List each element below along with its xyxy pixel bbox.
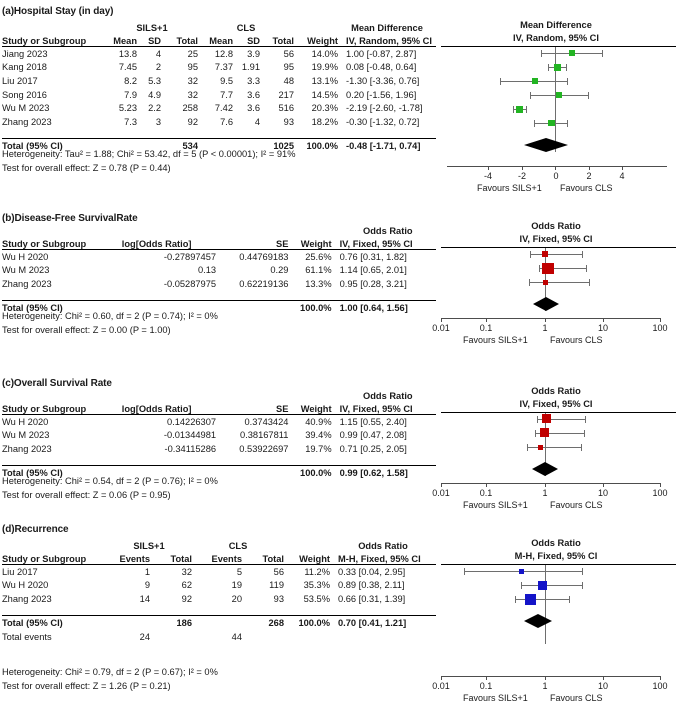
col-sd2: SD	[233, 33, 260, 47]
axis-tick	[622, 166, 623, 170]
cell-weight: 13.3%	[305, 278, 332, 289]
ci-cap-left	[534, 120, 535, 127]
panel-a-heterogeneity: Heterogeneity: Tau² = 1.88; Chi² = 53.42, df = 5 (P < 0.00001); I² = 91%	[2, 149, 296, 159]
cell-se: 0.38167811	[239, 430, 289, 441]
axis-tick-label: 1	[542, 323, 548, 333]
ci-cap-left	[535, 430, 536, 437]
col-weight: Weight	[284, 551, 330, 565]
cell-weight: 61.1%	[305, 265, 332, 276]
plot-subtitle: IV, Fixed, 95% CI	[519, 234, 593, 244]
panel-d-recurrence	[0, 524, 676, 703]
ci-cap-right	[567, 120, 568, 127]
axis-tick-label: 100	[652, 323, 668, 333]
cell-sd1: 5.3	[148, 75, 161, 86]
cell-weight: 11.2%	[304, 566, 330, 577]
ci-line	[521, 585, 583, 586]
ci-cap-left	[464, 568, 465, 575]
axis-tick-label: 100	[652, 681, 668, 691]
cell-effect: 0.71 [0.25, 2.05]	[339, 443, 407, 454]
cell-weight: 13.1%	[311, 75, 338, 86]
col-study: Study or Subgroup	[2, 236, 118, 250]
axis-tick	[603, 483, 604, 487]
cell-sd1: 2	[155, 62, 161, 73]
axis-tick	[545, 483, 546, 487]
cell-mean2: 7.37	[214, 62, 233, 73]
cell-mean2: 12.8	[214, 48, 233, 59]
total-weight: 100.0%	[284, 615, 330, 630]
plot-subtitle: IV, Fixed, 95% CI	[519, 399, 593, 409]
study-name: Wu H 2020	[2, 580, 49, 591]
study-name: Jiang 2023	[2, 48, 48, 59]
axis-tick	[555, 166, 556, 170]
axis-tick	[441, 318, 442, 322]
cell-sd2: 1.91	[241, 62, 260, 73]
col-weight: Weight	[294, 33, 338, 47]
total-effect: 0.99 [0.62, 1.58]	[332, 465, 436, 480]
axis-tick-label: -2	[517, 171, 526, 181]
ci-cap-left	[541, 50, 542, 57]
ci-line	[527, 447, 582, 448]
cell-total1: 92	[181, 593, 192, 604]
axis-tick-label: 0	[553, 171, 559, 181]
plot-title: Odds Ratio	[531, 386, 581, 396]
favours-right-label: Favours CLS	[550, 693, 603, 703]
favours-right-label: Favours CLS	[550, 500, 603, 510]
cell-weight: 25.6%	[305, 251, 332, 262]
ci-cap-right	[569, 596, 570, 603]
ci-cap-left	[515, 596, 516, 603]
study-name: Wu M 2023	[2, 265, 50, 276]
cell-logor: 0.14226307	[166, 416, 217, 427]
cell-mean1: 7.3	[124, 116, 137, 127]
study-name: Zhang 2023	[2, 116, 52, 127]
ci-cap-right	[582, 251, 583, 258]
axis-tick	[488, 166, 489, 170]
x-axis	[441, 676, 661, 677]
total-cls: 1025	[260, 138, 294, 153]
total-label: Total (95% CI)	[2, 138, 106, 153]
cell-weight: 39.4%	[305, 430, 332, 441]
ci-line	[529, 282, 590, 283]
axis-tick	[660, 318, 661, 322]
axis-tick-label: 0.01	[432, 323, 450, 333]
cell-sd2: 3.9	[247, 48, 260, 59]
group-header-cls: CLS	[228, 541, 248, 551]
cell-se: 0.53922697	[239, 443, 289, 454]
cell-effect: 0.08 [-0.48, 0.64]	[346, 62, 417, 73]
col-study: Study or Subgroup	[2, 33, 106, 47]
panel-b-title: (b)Disease-Free SurvivalRate	[2, 213, 138, 224]
cell-logor: -0.34115286	[164, 443, 217, 454]
group-header-cls: CLS	[236, 23, 256, 33]
cell-total1: 32	[187, 75, 198, 86]
cell-effect: -1.30 [-3.36, 0.76]	[346, 75, 420, 86]
ci-cap-right	[602, 50, 603, 57]
cell-total1: 25	[187, 48, 198, 59]
total-cls: 268	[242, 615, 284, 630]
cell-effect: 0.99 [0.47, 2.08]	[339, 430, 407, 441]
cell-se: 0.29	[270, 265, 289, 276]
total-weight: 100.0%	[288, 300, 331, 315]
axis-tick-label: 100	[652, 488, 668, 498]
cell-events1: 14	[139, 593, 150, 604]
panel-a-hospital-stay	[0, 6, 676, 193]
cell-sd1: 2.2	[148, 103, 161, 114]
panel-a-title: (a)Hospital Stay (in day)	[2, 6, 114, 17]
panel-d-overall-effect: Test for overall effect: Z = 1.26 (P = 0.21)	[2, 681, 171, 691]
ci-cap-right	[526, 106, 527, 113]
ci-line	[464, 571, 583, 572]
cell-total2: 95	[283, 62, 294, 73]
axis-tick	[486, 483, 487, 487]
cell-weight: 14.5%	[311, 89, 338, 100]
panel-d-title: (d)Recurrence	[2, 524, 69, 535]
axis-tick	[660, 676, 661, 680]
ci-line	[530, 254, 583, 255]
axis-tick-label: 0.1	[479, 488, 493, 498]
study-name: Wu M 2023	[2, 103, 50, 114]
cell-weight: 19.9%	[311, 62, 338, 73]
study-marker	[542, 263, 554, 275]
cell-effect: -0.30 [-1.32, 0.72]	[346, 116, 420, 127]
col-total2: Total	[242, 551, 284, 565]
study-marker	[538, 581, 547, 590]
cell-mean1: 13.8	[118, 48, 137, 59]
cell-sd2: 3.3	[247, 75, 260, 86]
cell-weight: 20.3%	[311, 103, 338, 114]
cell-logor: -0.05287975	[163, 278, 217, 289]
axis-tick	[603, 676, 604, 680]
cell-effect: 0.66 [0.31, 1.39]	[338, 593, 406, 604]
total-events-sils: 24	[139, 631, 150, 642]
panel-c-overall-survival	[0, 378, 676, 508]
study-name: Liu 2017	[2, 75, 38, 86]
col-sd1: SD	[137, 33, 161, 47]
cell-total1: 95	[187, 62, 198, 73]
cell-weight: 18.2%	[311, 116, 338, 127]
cell-total1: 258	[182, 103, 198, 114]
plot-header-rule	[441, 412, 676, 413]
col-effect: M-H, Fixed, 95% CI	[330, 551, 436, 565]
panel-d-heterogeneity: Heterogeneity: Chi² = 0.79, df = 2 (P = 0.67); I² = 0%	[2, 667, 218, 677]
ci-cap-right	[588, 92, 589, 99]
ci-cap-left	[513, 106, 514, 113]
col-effect: IV, Fixed, 95% CI	[332, 236, 436, 250]
col-se: SE	[216, 401, 288, 415]
plot-title: Mean Difference	[520, 20, 592, 30]
cell-effect: 0.89 [0.38, 2.11]	[338, 580, 405, 591]
axis-tick	[486, 318, 487, 322]
group-header-sils: SILS+1	[136, 23, 168, 33]
study-name: Song 2016	[2, 89, 47, 100]
study-marker	[569, 50, 575, 56]
axis-tick	[441, 676, 442, 680]
col-study: Study or Subgroup	[2, 551, 106, 565]
total-effect: -0.48 [-1.71, 0.74]	[338, 138, 436, 153]
panel-b-overall-effect: Test for overall effect: Z = 0.00 (P = 1.00)	[2, 325, 171, 335]
cell-effect: 0.33 [0.04, 2.95]	[338, 566, 406, 577]
col-total2: Total	[260, 33, 294, 47]
cell-weight: 40.9%	[305, 416, 332, 427]
favours-left-label: Favours SILS+1	[477, 183, 542, 193]
col-mean2: Mean	[198, 33, 233, 47]
ci-cap-right	[567, 78, 568, 85]
plot-header-rule	[441, 247, 676, 248]
study-marker	[556, 92, 562, 98]
cell-mean2: 7.7	[220, 89, 233, 100]
study-marker	[540, 428, 549, 437]
cell-logor: -0.01344981	[163, 430, 217, 441]
cell-total2: 56	[283, 48, 294, 59]
effect-title: Odds Ratio	[363, 226, 413, 236]
axis-tick-label: 0.1	[479, 681, 493, 691]
ci-cap-left	[521, 582, 522, 589]
study-name: Wu H 2020	[2, 251, 49, 262]
study-marker	[554, 64, 561, 71]
study-marker	[538, 445, 543, 450]
cell-mean1: 7.9	[124, 89, 137, 100]
col-effect: IV, Fixed, 95% CI	[332, 401, 436, 415]
cell-weight: 35.3%	[303, 580, 330, 591]
favours-left-label: Favours SILS+1	[463, 693, 528, 703]
cell-sd2: 3.6	[247, 89, 260, 100]
favours-right-label: Favours CLS	[550, 335, 603, 345]
cell-mean2: 7.6	[220, 116, 233, 127]
x-axis	[441, 483, 661, 484]
ci-cap-right	[584, 430, 585, 437]
col-events1: Events	[106, 551, 150, 565]
ci-cap-left	[500, 78, 501, 85]
axis-tick	[603, 318, 604, 322]
ci-cap-left	[530, 251, 531, 258]
axis-tick	[486, 676, 487, 680]
axis-tick-label: 10	[597, 323, 608, 333]
cell-mean2: 7.42	[214, 103, 233, 114]
panel-b-forest-plot	[0, 213, 676, 343]
effect-title: Odds Ratio	[363, 391, 413, 401]
cell-sd1: 3	[155, 116, 161, 127]
col-se: SE	[216, 236, 288, 250]
study-name: Liu 2017	[2, 566, 38, 577]
cell-logor: 0.13	[197, 265, 217, 276]
axis-tick-label: 0.01	[432, 488, 450, 498]
pooled-diamond	[524, 613, 552, 629]
study-name: Zhang 2023	[2, 278, 52, 289]
plot-subtitle: IV, Random, 95% CI	[513, 33, 599, 43]
pooled-diamond	[533, 296, 559, 312]
cell-events2: 20	[231, 593, 242, 604]
cell-se: 0.62219136	[239, 278, 289, 289]
axis-tick	[545, 676, 546, 680]
cell-mean1: 5.23	[118, 103, 137, 114]
cell-weight: 14.0%	[311, 48, 338, 59]
ci-cap-right	[566, 64, 567, 71]
study-name: Kang 2018	[2, 62, 47, 73]
axis-tick-label: 0.1	[479, 323, 493, 333]
ci-cap-right	[582, 582, 583, 589]
panel-c-forest-plot	[0, 378, 676, 508]
cell-effect: 0.76 [0.31, 1.82]	[339, 251, 407, 262]
study-marker	[542, 414, 551, 423]
total-events-cls: 44	[231, 631, 242, 642]
plot-header-rule	[441, 564, 676, 565]
study-marker	[516, 106, 523, 113]
axis-tick-label: 10	[597, 488, 608, 498]
axis-tick-label: 2	[586, 171, 592, 181]
total-sils: 186	[150, 615, 192, 630]
cell-total1: 32	[181, 566, 192, 577]
ci-cap-right	[582, 568, 583, 575]
total-effect: 1.00 [0.64, 1.56]	[332, 300, 436, 315]
cell-events2: 5	[236, 566, 242, 577]
cell-total1: 62	[181, 580, 192, 591]
total-weight: 100.0%	[288, 465, 331, 480]
axis-tick-label: 0.01	[432, 681, 450, 691]
study-name: Zhang 2023	[2, 443, 52, 454]
col-events2: Events	[192, 551, 242, 565]
ci-cap-left	[539, 265, 540, 272]
cell-events2: 19	[231, 580, 242, 591]
cell-total2: 93	[283, 116, 294, 127]
favours-left-label: Favours SILS+1	[463, 335, 528, 345]
effect-title: Odds Ratio	[358, 541, 408, 551]
pooled-diamond	[524, 137, 568, 153]
col-weight: Weight	[288, 236, 331, 250]
favours-left-label: Favours SILS+1	[463, 500, 528, 510]
cell-effect: 0.20 [-1.56, 1.96]	[346, 89, 417, 100]
cell-logor: -0.27897457	[163, 251, 217, 262]
total-sils: 534	[161, 138, 198, 153]
cell-total2: 516	[278, 103, 294, 114]
axis-tick	[660, 483, 661, 487]
cell-total2: 93	[273, 593, 284, 604]
panel-a-overall-effect: Test for overall effect: Z = 0.78 (P = 0.44)	[2, 163, 171, 173]
axis-tick	[589, 166, 590, 170]
col-mean1: Mean	[106, 33, 137, 47]
col-logor: log[Odds Ratio]	[118, 236, 216, 250]
total-label: Total (95% CI)	[2, 615, 106, 630]
cell-weight: 19.7%	[305, 443, 332, 454]
effect-title: Mean Difference	[351, 23, 423, 33]
cell-total2: 48	[283, 75, 294, 86]
col-effect: IV, Random, 95% CI	[338, 33, 436, 47]
study-marker	[543, 280, 548, 285]
study-marker	[542, 251, 548, 257]
cell-total1: 92	[187, 116, 198, 127]
cell-se: 0.44769183	[239, 251, 289, 262]
total-effect: 0.70 [0.41, 1.21]	[330, 615, 436, 630]
axis-tick-label: 1	[542, 681, 548, 691]
total-label: Total (95% CI)	[2, 300, 118, 315]
panel-c-heterogeneity: Heterogeneity: Chi² = 0.54, df = 2 (P = 0.76); I² = 0%	[2, 476, 218, 486]
plot-title: Odds Ratio	[531, 221, 581, 231]
total-weight: 100.0%	[294, 138, 338, 153]
col-weight: Weight	[288, 401, 331, 415]
axis-tick-label: 1	[542, 488, 548, 498]
total-events-label: Total events	[2, 631, 52, 642]
study-name: Wu H 2020	[2, 416, 49, 427]
cell-mean2: 9.5	[220, 75, 233, 86]
axis-tick	[545, 318, 546, 322]
axis-tick-label: 4	[619, 171, 625, 181]
cell-mean1: 8.2	[124, 75, 137, 86]
axis-tick-label: -4	[483, 171, 492, 181]
axis-tick	[441, 483, 442, 487]
cell-effect: 1.14 [0.65, 2.01]	[339, 265, 407, 276]
panel-a-forest-plot	[0, 6, 676, 193]
cell-total1: 32	[187, 89, 198, 100]
group-header-sils: SILS+1	[133, 541, 165, 551]
ci-line	[515, 599, 570, 600]
ci-cap-right	[589, 279, 590, 286]
study-marker	[548, 120, 555, 127]
cell-effect: 1.15 [0.55, 2.40]	[339, 416, 407, 427]
cell-weight: 53.5%	[303, 593, 330, 604]
cell-effect: 0.95 [0.28, 3.21]	[339, 278, 407, 289]
ci-cap-right	[581, 444, 582, 451]
panel-c-overall-effect: Test for overall effect: Z = 0.06 (P = 0.95)	[2, 490, 171, 500]
pooled-diamond	[532, 461, 558, 477]
plot-title: Odds Ratio	[531, 538, 581, 548]
axis-tick-label: 10	[597, 681, 608, 691]
cell-mean1: 7.45	[118, 62, 137, 73]
cell-total2: 56	[273, 566, 284, 577]
ci-cap-left	[548, 64, 549, 71]
col-total1: Total	[161, 33, 198, 47]
x-axis	[447, 166, 667, 167]
null-effect-line	[545, 565, 546, 644]
plot-subtitle: M-H, Fixed, 95% CI	[514, 551, 598, 561]
total-label: Total (95% CI)	[2, 465, 118, 480]
study-marker	[525, 594, 536, 605]
ci-cap-left	[537, 416, 538, 423]
study-marker	[519, 569, 524, 574]
ci-cap-left	[530, 92, 531, 99]
panel-b-heterogeneity: Heterogeneity: Chi² = 0.60, df = 2 (P = 0.74); I² = 0%	[2, 311, 218, 321]
x-axis	[441, 318, 661, 319]
ci-cap-right	[585, 416, 586, 423]
plot-header-rule	[441, 46, 676, 47]
cell-sd1: 4	[155, 48, 161, 59]
cell-effect: 1.00 [-0.87, 2.87]	[346, 48, 417, 59]
favours-right-label: Favours CLS	[560, 183, 613, 193]
col-logor: log[Odds Ratio]	[118, 401, 216, 415]
ci-cap-right	[586, 265, 587, 272]
cell-sd2: 3.6	[247, 103, 260, 114]
col-total1: Total	[150, 551, 192, 565]
cell-events1: 1	[144, 566, 150, 577]
cell-total2: 217	[278, 89, 294, 100]
axis-tick	[522, 166, 523, 170]
study-marker	[532, 78, 538, 84]
ci-cap-left	[527, 444, 528, 451]
study-name: Wu M 2023	[2, 430, 50, 441]
cell-effect: -2.19 [-2.60, -1.78]	[346, 103, 423, 114]
cell-sd1: 4.9	[148, 89, 161, 100]
cell-se: 0.3743424	[244, 416, 289, 427]
col-study: Study or Subgroup	[2, 401, 118, 415]
panel-b-disease-free-survival	[0, 213, 676, 343]
cell-sd2: 4	[254, 116, 260, 127]
cell-total2: 119	[269, 580, 284, 591]
ci-cap-left	[529, 279, 530, 286]
study-name: Zhang 2023	[2, 593, 52, 604]
cell-events1: 9	[144, 580, 150, 591]
panel-c-title: (c)Overall Survival Rate	[2, 378, 112, 389]
